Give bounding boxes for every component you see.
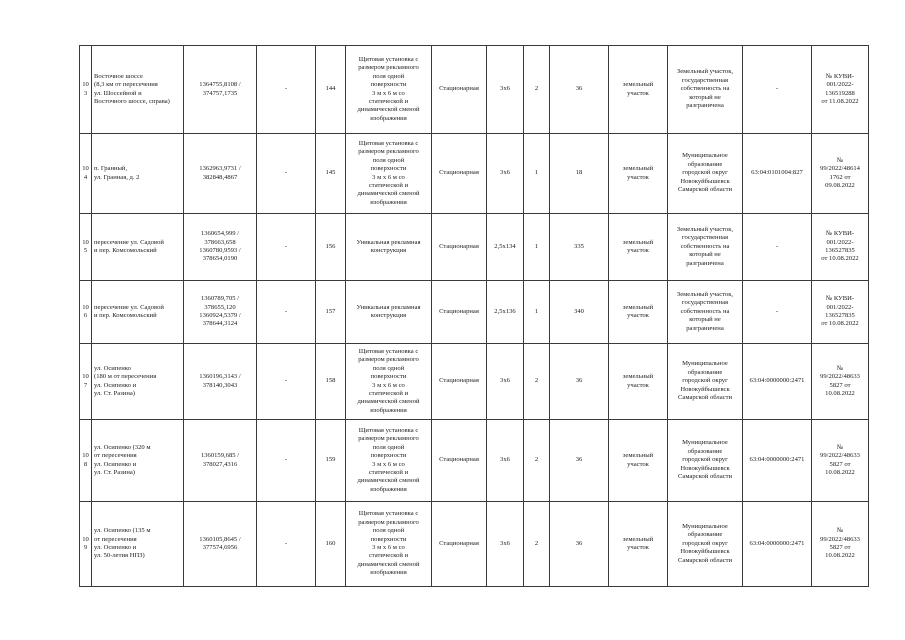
object-number-cell: 158	[316, 344, 346, 420]
construction-kind-cell: Стационарная	[432, 214, 487, 281]
coordinates-cell: 1360159,685 / 378027,4316	[184, 420, 257, 502]
empty-cell: -	[257, 214, 316, 281]
size-cell: 3х6	[487, 420, 524, 502]
owner-cell: Земельный участок, государственная собственность на который не разграничена	[668, 214, 743, 281]
address-cell: п. Гранный, ул. Гранная, д. 2	[92, 134, 184, 214]
sides-cell: 1	[524, 214, 550, 281]
construction-type-cell: Щитовая установка с размером рекламного поля одной поверхности 3 м х 6 м со статической и динамической сменой изображения	[346, 344, 432, 420]
table-row	[80, 214, 869, 281]
table-row	[80, 502, 869, 587]
row-number: 107	[80, 344, 92, 420]
table-row	[80, 344, 869, 420]
permit-cell: № 99/2022/48614 1762 от 09.08.2022	[812, 134, 869, 214]
size-cell: 2,5х134	[487, 214, 524, 281]
land-type-cell: земельный участок	[609, 134, 668, 214]
object-number-cell: 156	[316, 214, 346, 281]
coordinates-cell: 1362963,9731 / 382848,4867	[184, 134, 257, 214]
land-type-cell: земельный участок	[609, 344, 668, 420]
cadastre-number-cell: 63:04:0000000:2471	[743, 420, 812, 502]
row-number: 103	[80, 46, 92, 134]
address-cell: ул. Осипенко (180 м от пересечения ул. Осипенко и ул. Ст. Разина)	[92, 344, 184, 420]
sides-cell: 2	[524, 46, 550, 134]
empty-cell: -	[257, 502, 316, 587]
permit-cell: № КУВИ- 001/2022- 136527835 от 10.08.2022	[812, 214, 869, 281]
area-cell: 18	[550, 134, 609, 214]
table-row	[80, 46, 869, 134]
land-type-cell: земельный участок	[609, 281, 668, 344]
table-row	[80, 281, 869, 344]
construction-type-cell: Щитовая установка с размером рекламного поля одной поверхности 3 м х 6 м со статической и динамической сменой изображения	[346, 46, 432, 134]
object-number-cell: 159	[316, 420, 346, 502]
area-cell: 36	[550, 502, 609, 587]
construction-kind-cell: Стационарная	[432, 46, 487, 134]
construction-type-cell: Щитовая установка с размером рекламного поля одной поверхности 3 м х 6 м со статической и динамической сменой изображения	[346, 134, 432, 214]
construction-type-cell: Уникальная рекламная конструкция	[346, 281, 432, 344]
size-cell: 2,5х136	[487, 281, 524, 344]
area-cell: 36	[550, 344, 609, 420]
construction-kind-cell: Стационарная	[432, 420, 487, 502]
cadastre-number-cell: -	[743, 281, 812, 344]
address-cell: пересечение ул. Садовой и пер. Комсомольский	[92, 281, 184, 344]
construction-type-cell: Щитовая установка с размером рекламного поля одной поверхности 3 м х 6 м со статической и динамической сменой изображения	[346, 502, 432, 587]
address-cell: пересечение ул. Садовой и пер. Комсомольский	[92, 214, 184, 281]
object-number-cell: 145	[316, 134, 346, 214]
cadastre-number-cell: -	[743, 46, 812, 134]
object-number-cell: 157	[316, 281, 346, 344]
land-type-cell: земельный участок	[609, 214, 668, 281]
construction-type-cell: Уникальная рекламная конструкция	[346, 214, 432, 281]
permit-cell: № КУВИ- 001/2022- 136527835 от 10.08.2022	[812, 281, 869, 344]
permit-cell: № 99/2022/48633 5827 от 10.08.2022	[812, 502, 869, 587]
size-cell: 3х6	[487, 46, 524, 134]
coordinates-cell: 1364755,8108 / 374757,1735	[184, 46, 257, 134]
sides-cell: 2	[524, 344, 550, 420]
empty-cell: -	[257, 46, 316, 134]
permit-cell: № 99/2022/48633 5827 от 10.08.2022	[812, 344, 869, 420]
cadastre-number-cell: 63:04:0000000:2471	[743, 344, 812, 420]
area-cell: 335	[550, 214, 609, 281]
sides-cell: 2	[524, 502, 550, 587]
coordinates-cell: 1360789,705 / 378655,120 1360924,5379 / 378644,3124	[184, 281, 257, 344]
address-cell: ул. Осипенко (135 м от пересечения ул. Осипенко и ул. 50-летия НПЗ)	[92, 502, 184, 587]
empty-cell: -	[257, 420, 316, 502]
permit-cell: № КУВИ- 001/2022- 136519288 от 11.08.2022	[812, 46, 869, 134]
coordinates-cell: 1360196,3143 / 378140,3043	[184, 344, 257, 420]
registry-table	[79, 45, 869, 587]
owner-cell: Муниципальное образование городской округ Новокуйбышевск Самарской области	[668, 344, 743, 420]
table-row	[80, 420, 869, 502]
size-cell: 3х6	[487, 502, 524, 587]
owner-cell: Земельный участок, государственная собственность на который не разграничена	[668, 46, 743, 134]
construction-type-cell: Щитовая установка с размером рекламного поля одной поверхности 3 м х 6 м со статической и динамической сменой изображения	[346, 420, 432, 502]
size-cell: 3х6	[487, 134, 524, 214]
coordinates-cell: 1360105,8645 / 377574,6956	[184, 502, 257, 587]
land-type-cell: земельный участок	[609, 502, 668, 587]
object-number-cell: 144	[316, 46, 346, 134]
land-type-cell: земельный участок	[609, 46, 668, 134]
area-cell: 340	[550, 281, 609, 344]
empty-cell: -	[257, 344, 316, 420]
area-cell: 36	[550, 46, 609, 134]
empty-cell: -	[257, 281, 316, 344]
sides-cell: 1	[524, 281, 550, 344]
owner-cell: Муниципальное образование городской округ Новокуйбышевск Самарской области	[668, 502, 743, 587]
cadastre-number-cell: 63:04:0101004:827	[743, 134, 812, 214]
cadastre-number-cell: -	[743, 214, 812, 281]
land-type-cell: земельный участок	[609, 420, 668, 502]
area-cell: 36	[550, 420, 609, 502]
address-cell: ул. Осипенко (320 м от пересечения ул. Осипенко и ул. Ст. Разина)	[92, 420, 184, 502]
sides-cell: 1	[524, 134, 550, 214]
owner-cell: Земельный участок, государственная собственность на который не разграничена	[668, 281, 743, 344]
row-number: 104	[80, 134, 92, 214]
address-cell: Восточное шоссе (8,3 км от пересечения ул. Шоссейной и Восточного шоссе, справа)	[92, 46, 184, 134]
object-number-cell: 160	[316, 502, 346, 587]
coordinates-cell: 1360654,999 / 378663,658 1360780,9593 / 378654,0190	[184, 214, 257, 281]
row-number: 108	[80, 420, 92, 502]
cadastre-number-cell: 63:04:0000000:2471	[743, 502, 812, 587]
construction-kind-cell: Стационарная	[432, 344, 487, 420]
table-row	[80, 134, 869, 214]
row-number: 105	[80, 214, 92, 281]
construction-kind-cell: Стационарная	[432, 281, 487, 344]
construction-kind-cell: Стационарная	[432, 134, 487, 214]
size-cell: 3х6	[487, 344, 524, 420]
empty-cell: -	[257, 134, 316, 214]
construction-kind-cell: Стационарная	[432, 502, 487, 587]
row-number: 109	[80, 502, 92, 587]
owner-cell: Муниципальное образование городской округ Новокуйбышевск Самарской области	[668, 420, 743, 502]
sides-cell: 2	[524, 420, 550, 502]
permit-cell: № 99/2022/48633 5827 от 10.08.2022	[812, 420, 869, 502]
owner-cell: Муниципальное образование городской округ Новокуйбышевск Самарской области	[668, 134, 743, 214]
row-number: 106	[80, 281, 92, 344]
